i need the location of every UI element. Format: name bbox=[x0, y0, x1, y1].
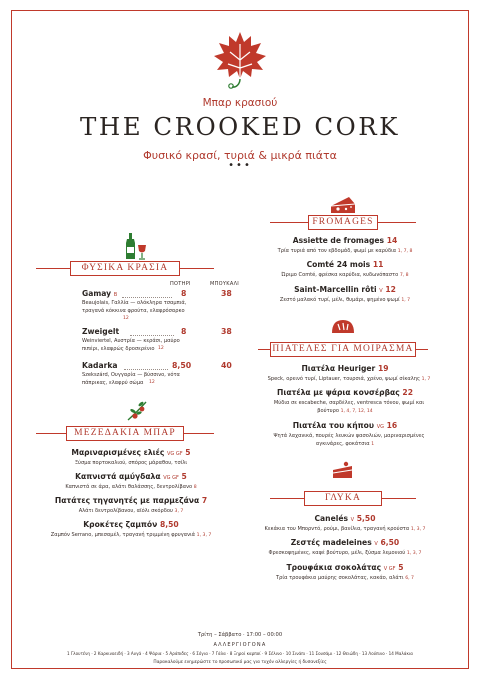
section-title-fromages: FROMAGES bbox=[308, 215, 378, 230]
menu-item-description: Καπνιστά σε άρα, αλάτι θαλάσσης, δεντρολίβανο 8 bbox=[65, 484, 197, 490]
menu-item-description: Speck, ορεινό τυρί, Liptauer, τουρσιά, χρένο, ψωμί σίκαλης 1, 7 bbox=[267, 376, 431, 382]
wine-description: πιπέρι, ελαφρώς δροσερένιο bbox=[82, 346, 155, 352]
menu-item-name: Τρουφάκια σοκολάτας V GF 5 bbox=[286, 563, 404, 572]
menu-item-description: Ψητά λαχανικά, πουρές λευκών φασολιών, μαριναρισμένες bbox=[273, 433, 425, 439]
menu-item-description: βούτυρο 1, 4, 7, 12, 14 bbox=[317, 408, 373, 414]
grape-leaf-icon bbox=[211, 30, 269, 92]
menu-item-description: Ζεστό μαλακό τυρί, μέλι, θυμάρι, ψημένο ψωμί 1, 7 bbox=[279, 297, 411, 303]
section-rule bbox=[180, 268, 214, 269]
olive-branch-icon bbox=[124, 398, 150, 424]
wine-name: Kadarka bbox=[82, 361, 118, 370]
section-rule bbox=[270, 222, 308, 223]
restaurant-name: THE CROOKED CORK bbox=[80, 112, 400, 141]
cheese-wedge-icon bbox=[329, 194, 357, 216]
menu-item-name: Πατάτες τηγανητές με παρμεζάνα 7 bbox=[54, 496, 208, 505]
menu-item-name: Πιατέλα του κήπου VG 16 bbox=[292, 421, 398, 430]
allergens-list: 1 Γλουτένη · 2 Καρκινοειδή · 3 Αυγά · 4 Ψάρια · 5 Αράπιδες · 6 Σόγια · 7 Γάλα · 8 Ξηροί καρποί · 9 Σέλινο · 10 Σινάπι · 11 Σουσάμι · 12 Θειώδη · 13 Λούπινο · 14 Μαλάκια bbox=[66, 651, 413, 656]
dot-leader bbox=[122, 297, 172, 298]
section-title-wines: ΦΥΣΙΚΑ ΚΡΑΣΙΑ bbox=[70, 261, 180, 276]
menu-item-name: Saint-Marcellin rôti V 12 bbox=[294, 285, 396, 294]
wine-name: Zweigelt bbox=[82, 327, 120, 336]
menu-item-name: Comté 24 mois 11 bbox=[306, 260, 384, 269]
menu-item-description: Κεκάκια του Μπορντό, ρούμι, βανίλια, τραγανή κρούστα 1, 3, 7 bbox=[264, 526, 426, 532]
menu-item-name: Πιατέλα Heuriger 19 bbox=[301, 364, 389, 373]
wine-description: Weinviertel, Αυστρία — κεράσι, μαύρο bbox=[82, 338, 180, 344]
section-rule bbox=[382, 498, 416, 499]
section-rule bbox=[36, 268, 70, 269]
wine-glass-price: 8 bbox=[181, 289, 187, 298]
cake-slice-icon bbox=[330, 460, 356, 482]
menu-item-description: Φρεσκοψημένες, καφέ βούτυρο, μέλι, ξύσμα λεμονιού 1, 3, 7 bbox=[268, 550, 422, 556]
venue-type: Μπαρ κρασιού bbox=[202, 97, 278, 109]
section-rule bbox=[36, 433, 66, 434]
section-rule bbox=[416, 349, 428, 350]
section-title-sharing: ΠΙΑΤΕΛΕΣ ΓΙΑ ΜΟΙΡΑΣΜΑ bbox=[270, 342, 416, 357]
menu-item-name: Πιατέλα με ψάρια κονσέρβας 22 bbox=[277, 388, 413, 397]
bread-loaf-icon bbox=[330, 317, 356, 337]
allergen-codes: 12 bbox=[158, 346, 164, 351]
section-rule bbox=[270, 498, 304, 499]
menu-item-name: Μαριναρισμένες ελιές VG GF 5 bbox=[71, 448, 191, 457]
wine-bottle-glass-icon bbox=[123, 233, 149, 261]
allergy-note: Παρακαλούμε ενημερώστε το προσωπικό μας για τυχόν αλλεργίες ή δυσανεξίες bbox=[153, 660, 327, 665]
wine-glass-price: 8 bbox=[181, 327, 187, 336]
menu-item-name: Assiette de fromages 14 bbox=[292, 236, 398, 245]
menu-item-description: Μύδια σε escabeche, σαρδέλες, ventresca τόνου, ψωμί και bbox=[273, 400, 425, 406]
wine-glass-price: 8,50 bbox=[172, 361, 192, 370]
section-rule bbox=[184, 433, 214, 434]
dot-leader bbox=[130, 335, 174, 336]
menu-item-name: Canelés V 5,50 bbox=[314, 514, 376, 523]
menu-item-description: Τρία τρουφάκια μαύρης σοκολάτας, κακάο, αλάτι 6, 7 bbox=[276, 575, 414, 581]
allergen-codes: 12 bbox=[149, 380, 155, 385]
menu-item-description: αγκινάρες, φοκάτσια 1 bbox=[315, 441, 375, 447]
allergens-heading: ΑΛΛΕΡΓΙΟΓΟΝΑ bbox=[213, 642, 267, 648]
menu-item-name: Ζεστές madeleines V 6,50 bbox=[290, 538, 400, 547]
section-rule bbox=[258, 349, 270, 350]
wine-name: Gamay B bbox=[82, 289, 118, 298]
tagline: Φυσικό κρασί, τυριά & μικρά πιάτα bbox=[143, 149, 337, 162]
column-head-bottle: ΜΠΟΥΚΑΛΙ bbox=[210, 281, 240, 287]
menu-item-description: Ζαμπόν Serrano, μπεσαμέλ, τραγανή τριμμένη φρυγανιά 1, 3, 7 bbox=[50, 532, 212, 538]
divider-dots: ••• bbox=[228, 160, 252, 171]
wine-bottle-price: 38 bbox=[221, 327, 232, 336]
section-rule bbox=[378, 222, 416, 223]
menu-item-name: Κροκέτες ζαμπόν 8,50 bbox=[83, 520, 179, 529]
opening-hours: Τρίτη – Σάββατο · 17:00 – 00:00 bbox=[197, 632, 283, 638]
section-title-desserts: ΓΛΥΚΑ bbox=[304, 491, 382, 506]
wine-description: τραγανά κόκκινα φρούτα, ελαφρόσαρκο bbox=[82, 308, 185, 314]
wine-bottle-price: 40 bbox=[221, 361, 232, 370]
wine-bottle-price: 38 bbox=[221, 289, 232, 298]
wine-description: Szekszárd, Ουγγαρία — βύσσινο, νότα bbox=[82, 372, 180, 378]
menu-item-description: Αλάτι δεντρολίβανου, αϊόλι σκόρδου 3, 7 bbox=[78, 508, 184, 514]
wine-description: πάπρικας, ελαφρύ σώμα bbox=[82, 380, 144, 386]
wine-description: Beaujolais, Γαλλία — ολόκληρα τσαμπιά, bbox=[82, 300, 187, 306]
menu-item-description: Ώριμο Comté, φρέσκα καρύδια, κυδωνόπαστο 7, 8 bbox=[281, 272, 409, 278]
menu-item-description: Τρία τυριά από τον εβδομάδ, ψωμί με καρύδια 1, 7, 8 bbox=[277, 248, 413, 254]
column-head-glass: ΠΟΤΗΡΙ bbox=[170, 281, 191, 287]
dot-leader bbox=[124, 369, 168, 370]
allergen-codes: 12 bbox=[123, 316, 129, 321]
menu-item-description: Ξύσμα πορτοκαλιού, σπόρος μάραθου, τσίλι bbox=[74, 460, 188, 466]
menu-item-name: Καπνιστά αμύγδαλα VG GF 5 bbox=[75, 472, 187, 481]
section-title-bar-snacks: ΜΕΖΕΔΑΚΙΑ ΜΠΑΡ bbox=[66, 426, 184, 441]
